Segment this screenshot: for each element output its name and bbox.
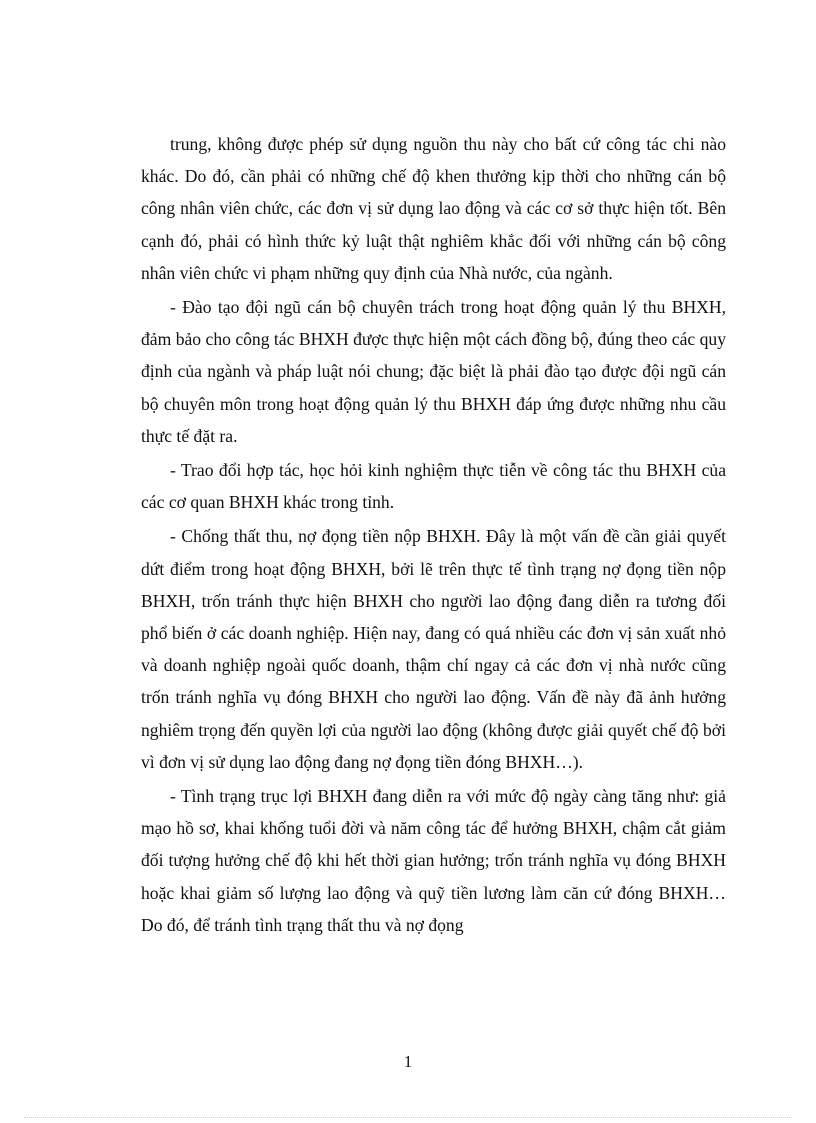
paragraph-cooperation: - Trao đổi hợp tác, học hỏi kinh nghiệm thực tiễn về công tác thu BHXH của các cơ quan BHXH khác trong tỉnh. [141,460,726,513]
paragraph-staff-training: - Đào tạo đội ngũ cán bộ chuyên trách trong hoạt động quản lý thu BHXH, đảm bảo cho công tác BHXH được thực hiện một cách đồng bộ, đúng theo các quy định của ngành và pháp luật nói chung; đặc biệt là phải đào tạo được đội ngũ cán bộ chuyên môn trong hoạt động quản lý thu BHXH đáp ứng được những nhu cầu thực tế đặt ra. [141,297,726,446]
paragraph-revenue-loss: - Chống thất thu, nợ đọng tiền nộp BHXH. Đây là một vấn đề cần giải quyết dứt điểm trong hoạt động BHXH, bởi lẽ trên thực tế tình trạng nợ đọng tiền nộp BHXH, trốn tránh thực hiện BHXH cho người lao động đang diễn ra tương đối phổ biến ở các doanh nghiệp. Hiện nay, đang có quá nhiều các đơn vị sản xuất nhỏ và doanh nghiệp ngoài quốc doanh, thậm chí ngay cả các đơn vị nhà nước cũng trốn tránh nghĩa vụ đóng BHXH cho người lao động. Vấn đề này đã ảnh hưởng nghiêm trọng đến quyền lợi của người lao động (không được giải quyết chế độ bởi vì đơn vị sử dụng lao động đang nợ đọng tiền đóng BHXH…). [141,526,726,772]
footer-divider [24,1117,792,1118]
paragraph-continuation: trung, không được phép sử dụng nguồn thu này cho bất cứ công tác chi nào khác. Do đó, cần phải có những chế độ khen thưởng kịp thời cho những cán bộ công nhân viên chức, các đơn vị sử dụng lao động và các cơ sở thực hiện tốt. Bên cạnh đó, phải có hình thức kỷ luật thật nghiêm khắc đối với những cán bộ công nhân viên chức vi phạm những quy định của Nhà nước, của ngành. [141,134,726,283]
body-text [141,128,726,943]
paragraph-profiteering: - Tình trạng trục lợi BHXH đang diễn ra với mức độ ngày càng tăng như: giả mạo hồ sơ, khai khống tuổi đời và năm công tác để hưởng BHXH, chậm cắt giảm đối tượng hưởng chế độ khi hết thời gian hưởng; trốn tránh nghĩa vụ đóng BHXH hoặc khai giảm số lượng lao động và quỹ tiền lương làm căn cứ đóng BHXH… Do đó, để tránh tình trạng thất thu và nợ đọng [141,786,726,935]
page-number: 1 [403,1052,413,1071]
